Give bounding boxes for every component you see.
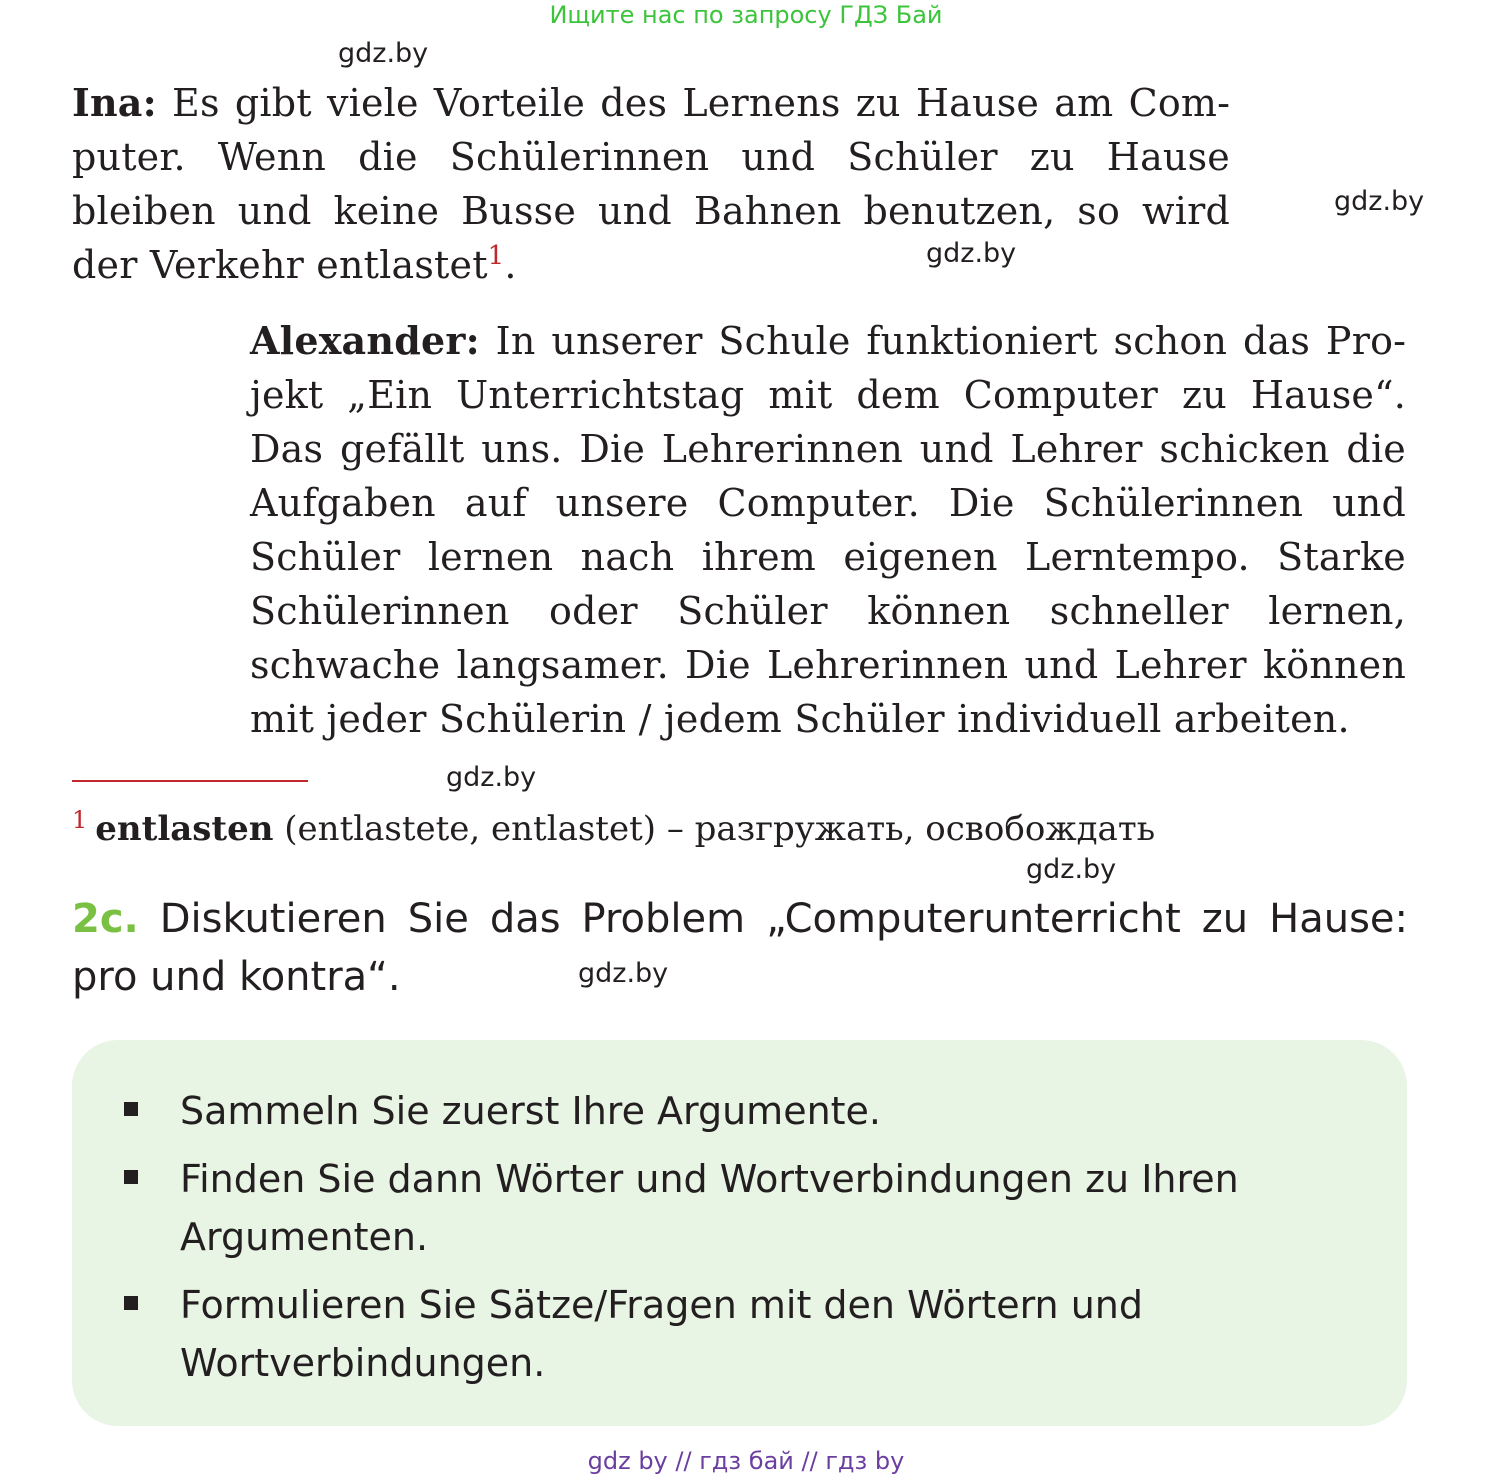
bullet-icon [124,1296,138,1310]
bullet-icon [124,1102,138,1116]
speaker-alexander: Alexander: [250,318,480,363]
watermark: gdz.by [1026,854,1117,885]
alexander-text: In unserer Schule funktioniert schon das Projekt „Ein Unterrichtstag mit dem Computer zu Hause“. Das gefällt uns. Die Lehrerinnen und Lehrer schicken die Aufgaben auf unsere Computer. Die Schülerinnen und Schüler lernen nach ihrem eigenen Lerntempo. Starke Schülerinnen oder Schüler können schneller lernen, schwache langsamer. Die Lehrerinnen und Lehrer können mit jeder Schülerin / jedem Schüler individuell arbeiten. [250,319,1406,741]
alexander-paragraph [250,314,1406,746]
footnote-reference: 1 [487,241,505,271]
footnote-term: entlasten [95,809,274,849]
footnote [72,804,1372,854]
tip-item [120,1082,1300,1140]
ina-paragraph [72,76,1230,292]
watermark: gdz.by [338,38,429,69]
watermark: gdz.by [1334,186,1425,217]
watermark: gdz.by [578,958,669,989]
tip-text: Formulieren Sie Sätze/Fragen mit den Wörtern und Wortverbindungen. [180,1283,1143,1385]
tip-item [120,1276,1220,1392]
footnote-translation: – разгружать, освобождать [656,809,1156,849]
tip-text: Finden Sie dann Wörter und Wortverbindungen zu Ihren Argumenten. [180,1157,1239,1259]
task-2c [72,890,1408,1006]
bullet-icon [124,1170,138,1184]
task-number: 2c. [72,896,139,942]
watermark: gdz.by [926,238,1017,269]
footnote-divider [72,780,308,782]
ina-text-end: . [504,243,517,287]
task-text: Diskutieren Sie das Problem „Computerunterricht zu Hause: pro und kontra“. [72,896,1408,1000]
bottom-banner: gdz by // гдз бай // гдз by [587,1447,905,1475]
tip-item [120,1150,1250,1266]
footnote-forms: (entlastete, entlastet) [273,809,657,849]
speaker-ina: Ina: [72,80,157,125]
watermark: gdz.by [446,762,537,793]
tip-text: Sammeln Sie zuerst Ihre Argumente. [180,1089,882,1133]
footnote-number: 1 [72,806,88,834]
top-banner: Ищите нас по запросу ГДЗ Бай [549,1,943,29]
ina-text: Es gibt viele Vorteile des Lernens zu Hause am Computer. Wenn die Schülerinnen und Schüler zu Hause bleiben und keine Busse und Bahnen benutzen, so wird der Verkehr entlastet [72,81,1230,287]
